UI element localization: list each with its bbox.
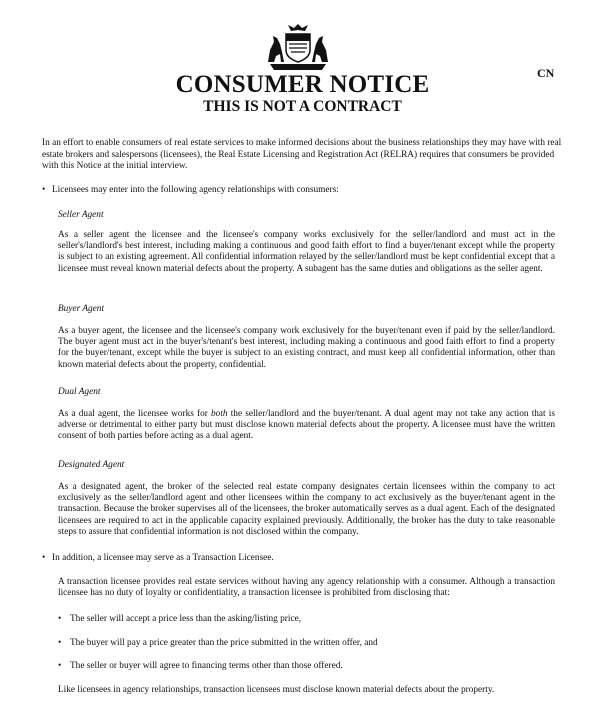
dual-agent-text-start: As a dual agent, the licensee works for bbox=[58, 409, 212, 419]
designated-agent-heading: Designated Agent bbox=[58, 460, 125, 470]
state-seal-icon bbox=[264, 22, 332, 72]
list-item-text: The buyer will pay a price greater than the price submitted in the written offer, and bbox=[70, 638, 378, 648]
bullet-icon: • bbox=[42, 553, 46, 563]
closing-paragraph: Like licensees in agency relationships, transaction licensees must disclose known material defects about the property. bbox=[58, 685, 495, 695]
bullet-icon: • bbox=[42, 185, 46, 195]
page-subtitle: THIS IS NOT A CONTRACT bbox=[203, 98, 402, 115]
list-item-text: The seller will accept a price less than the asking/listing price, bbox=[70, 614, 302, 624]
list-item-text: The seller or buyer will agree to financing terms other than those offered. bbox=[70, 661, 343, 671]
seller-agent-text: As a seller agent the licensee and the licensee's company works exclusively for the seller/landlord and must act in the seller's/landlord's best interest, including making a continuous and good faith effort to find a buyer/tenant except while the property is subject to an existing agreement. All confidential information relayed by the seller/landlord must be kept confidential except that a licensee must reveal known material defects about the property. A subagent has the same duties and obligations as the seller agent. bbox=[58, 230, 555, 274]
page-title: CONSUMER NOTICE bbox=[175, 71, 430, 98]
dual-agent-heading: Dual Agent bbox=[58, 387, 101, 397]
bullet-icon: • bbox=[58, 614, 62, 624]
dual-agent-text-end: the seller/landlord and the buyer/tenant. A dual agent may not take any action that is adverse or detrimental to either party but must disclose known material defects about the property. A licensee must have the written consent of both parties before acting as a dual agent. bbox=[58, 409, 555, 442]
buyer-agent-heading: Buyer Agent bbox=[58, 304, 105, 314]
dual-agent-emphasis: both bbox=[211, 409, 228, 419]
dual-agent-text bbox=[58, 409, 555, 443]
bullet-icon: • bbox=[58, 661, 62, 671]
seller-agent-heading: Seller Agent bbox=[58, 210, 104, 220]
intro-paragraph: In an effort to enable consumers of real estate services to make informed decisions about the business relationships they may have with real estate brokers and salespersons (licensees), the Real Estate Licensing and Registration Act (RELRA) requires that consumers be provided with this Notice at the initial interview. bbox=[42, 138, 562, 172]
form-code: CN bbox=[537, 66, 555, 80]
designated-agent-text: As a designated agent, the broker of the selected real estate company designates certain licensees within the company to act exclusively as the seller/landlord agent and other licensees within the company to act exclusively as the buyer/tenant agent in the transaction. Because the broker supervises all of the licensees, the broker automatically serves as a dual agent. Each of the designated licensees are required to act in the applicable capacity explained previously. Additionally, the broker has the duty to take reasonable steps to assure that confidential information is not disclosed within the company. bbox=[58, 482, 555, 537]
transaction-bullet-text: In addition, a licensee may serve as a Transaction Licensee. bbox=[52, 553, 274, 563]
buyer-agent-text: As a buyer agent, the licensee and the licensee's company work exclusively for the buyer/tenant even if paid by the seller/landlord. The buyer agent must act in the buyer's/tenant's best interest, including making a continuous and good faith effort to find a property for the buyer/tenant, except while the buyer is subject to an existing contract, and must keep all confidential information, other than known material defects about the property, confidential. bbox=[58, 326, 555, 370]
transaction-licensee-text: A transaction licensee provides real estate services without having any agency relationship with a consumer. Although a transaction licensee has no duty of loyalty or confidentiality, a transaction licensee is prohibited from disclosing that: bbox=[58, 577, 555, 599]
bullet-icon: • bbox=[58, 638, 62, 648]
agency-bullet-text: Licensees may enter into the following agency relationships with consumers: bbox=[52, 185, 339, 195]
